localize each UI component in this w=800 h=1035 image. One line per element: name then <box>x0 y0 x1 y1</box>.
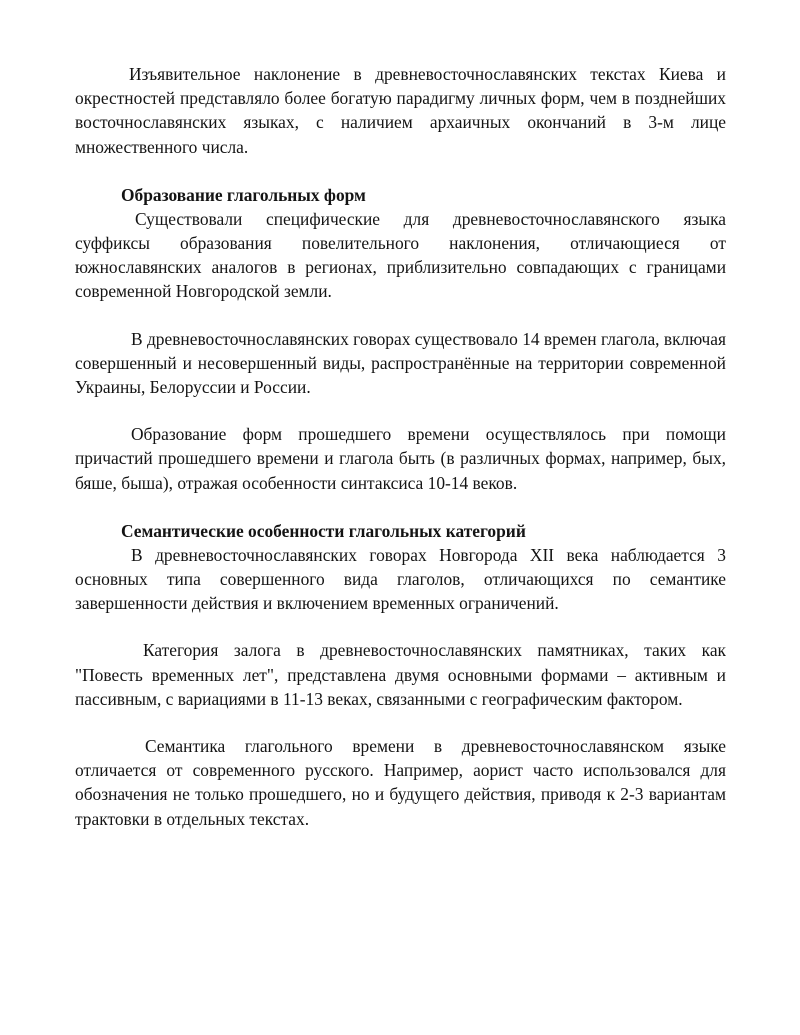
section-heading-semantic-features: Семантические особенности глагольных категорий <box>121 520 526 541</box>
paragraph-past-tense-formation: Образование форм прошедшего времени осуществлялось при помощи причастий прошедшего времени и глагола быть (в различных формах, например, бых, бяше, быша), отражая особенности синтаксиса 10-14 веков. <box>75 424 726 493</box>
paragraph-imperative-suffixes: Существовали специфические для древневосточнославянского языка суффиксы образования повелительного наклонения, отличающиеся от южнославянских аналогов в регионах, приблизительно совпадающих с границами современной Новгородской земли. <box>75 208 726 302</box>
paragraph-indicative-mood: Изъявительное наклонение в древневосточнославянских текстах Киева и окрестностей представляло более богатую парадигму личных форм, чем в позднейших восточнославянских языках, с наличием архаичных окончаний в 3-м лице множественного числа. <box>75 64 726 157</box>
spacer <box>75 495 726 519</box>
spacer <box>75 399 726 422</box>
paragraph-perfective-types: В древневосточнославянских говорах Новгорода XII века наблюдается 3 основных типа совершенного вида глаголов, отличающихся по семантике завершенности действия и включением временных ограничений. <box>75 544 726 614</box>
spacer <box>75 159 726 183</box>
spacer <box>75 615 726 638</box>
paragraph-tense-semantics: Семантика глагольного времени в древневосточнославянском языке отличается от современного русского. Например, аорист часто использовался для обозначения не только прошедшего, но и будущего действия, приводя к 2-3 вариантам трактовки в отдельных текстах. <box>75 736 726 829</box>
document-page <box>75 62 726 831</box>
paragraph-voice-category: Категория залога в древневосточнославянских памятниках, таких как "Повесть временных лет", представлена двумя основными формами – активным и пассивным, с вариациями в 11-13 веках, связанными с географическим фактором. <box>75 640 726 709</box>
spacer <box>75 304 726 327</box>
spacer <box>75 711 726 734</box>
paragraph-verb-tenses: В древневосточнославянских говорах существовало 14 времен глагола, включая совершенный и несовершенный виды, распространённые на территории современной Украины, Белоруссии и России. <box>75 328 726 398</box>
section-heading-verb-formation: Образование глагольных форм <box>121 184 366 205</box>
